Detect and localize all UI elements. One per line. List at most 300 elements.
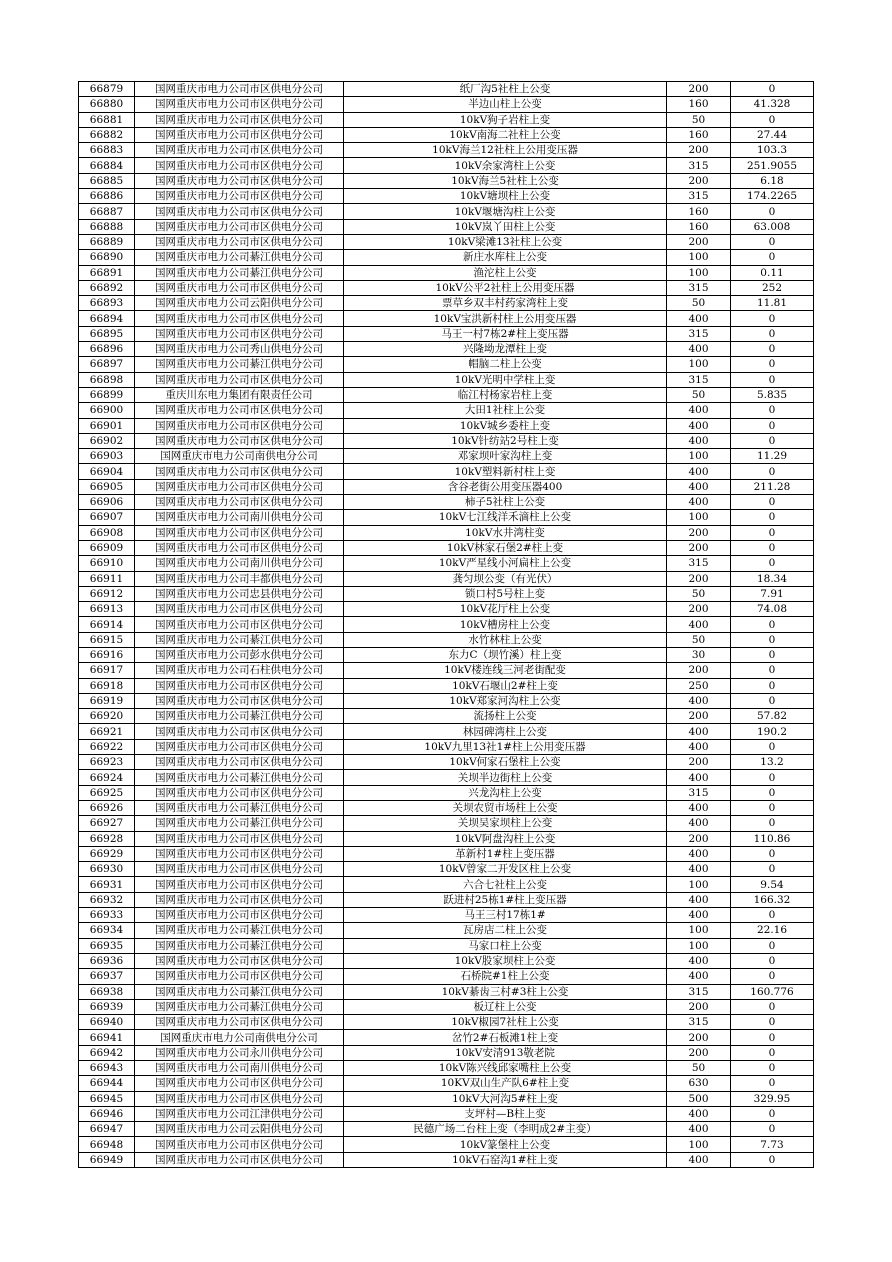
value-cell: 0 [731,999,814,1014]
company-cell: 国网重庆市电力公司南供电分公司 [135,449,344,464]
transformer-name-cell: 流扬柱上公变 [344,709,667,724]
row-id-cell: 66949 [79,1152,135,1167]
value-cell: 0 [731,403,814,418]
value-cell: 0 [731,112,814,127]
capacity-cell: 100 [667,1137,731,1152]
table-row [79,342,814,357]
row-id-cell: 66946 [79,1106,135,1121]
row-id-cell: 66948 [79,1137,135,1152]
table-row [79,296,814,311]
company-cell: 国网重庆市电力公司市区供电分公司 [135,204,344,219]
row-id-cell: 66925 [79,785,135,800]
value-cell: 0 [731,357,814,372]
capacity-cell: 400 [667,862,731,877]
company-cell: 国网重庆市电力公司市区供电分公司 [135,1137,344,1152]
value-cell: 0 [731,1106,814,1121]
row-id-cell: 66893 [79,296,135,311]
transformer-name-cell: 10kV海兰12社柱上公用变压器 [344,143,667,158]
company-cell: 国网重庆市电力公司南供电分公司 [135,1030,344,1045]
transformer-name-cell: 10kV南海二社柱上公变 [344,127,667,142]
table-row [79,403,814,418]
transformer-name-cell: 10kV槽房柱上公变 [344,617,667,632]
row-id-cell: 66941 [79,1030,135,1045]
row-id-cell: 66885 [79,173,135,188]
value-cell: 0 [731,510,814,525]
capacity-cell: 100 [667,938,731,953]
table-row [79,433,814,448]
row-id-cell: 66934 [79,923,135,938]
value-cell: 0 [731,678,814,693]
capacity-cell: 400 [667,418,731,433]
table-row [79,816,814,831]
capacity-cell: 100 [667,250,731,265]
company-cell: 国网重庆市电力公司市区供电分公司 [135,1091,344,1106]
capacity-cell: 500 [667,1091,731,1106]
row-id-cell: 66879 [79,82,135,97]
company-cell: 国网重庆市电力公司綦江供电分公司 [135,938,344,953]
transformer-name-cell: 龚匀坝公变（有光伏） [344,571,667,586]
table-row [79,953,814,968]
table-row [79,602,814,617]
row-id-cell: 66904 [79,464,135,479]
row-id-cell: 66892 [79,280,135,295]
table-row [79,387,814,402]
table-row [79,831,814,846]
transformer-name-cell: 10kV塑料新村柱上变 [344,464,667,479]
row-id-cell: 66926 [79,800,135,815]
capacity-cell: 50 [667,586,731,601]
company-cell: 国网重庆市电力公司綦江供电分公司 [135,800,344,815]
transformer-name-cell: 关坝农贸市场柱上公变 [344,800,667,815]
table-row [79,158,814,173]
value-cell: 0 [731,663,814,678]
row-id-cell: 66921 [79,724,135,739]
company-cell: 国网重庆市电力公司市区供电分公司 [135,82,344,97]
table-row [79,234,814,249]
transformer-name-cell: 票草乡双丰村药家湾柱上变 [344,296,667,311]
company-cell: 国网重庆市电力公司市区供电分公司 [135,372,344,387]
transformer-name-cell: 邓家坝叶家沟柱上变 [344,449,667,464]
row-id-cell: 66913 [79,602,135,617]
table-row [79,540,814,555]
transformer-name-cell: 10kV何家石堡柱上公变 [344,755,667,770]
row-id-cell: 66915 [79,632,135,647]
table-row [79,464,814,479]
table-row [79,770,814,785]
capacity-cell: 30 [667,647,731,662]
capacity-cell: 100 [667,265,731,280]
row-id-cell: 66936 [79,953,135,968]
table-row [79,372,814,387]
company-cell: 国网重庆市电力公司市区供电分公司 [135,127,344,142]
company-cell: 国网重庆市电力公司市区供电分公司 [135,112,344,127]
row-id-cell: 66910 [79,556,135,571]
company-cell: 国网重庆市电力公司市区供电分公司 [135,892,344,907]
company-cell: 国网重庆市电力公司市区供电分公司 [135,403,344,418]
value-cell: 0 [731,739,814,754]
table-row [79,1137,814,1152]
value-cell: 0 [731,785,814,800]
row-id-cell: 66905 [79,479,135,494]
company-cell: 国网重庆市电力公司云阳供电分公司 [135,296,344,311]
table-row [79,846,814,861]
row-id-cell: 66896 [79,342,135,357]
row-id-cell: 66903 [79,449,135,464]
company-cell: 国网重庆市电力公司江津供电分公司 [135,1106,344,1121]
table-row [79,495,814,510]
transformer-name-cell: 10kV股家坝柱上公变 [344,953,667,968]
company-cell: 国网重庆市电力公司市区供电分公司 [135,617,344,632]
company-cell: 国网重庆市电力公司市区供电分公司 [135,540,344,555]
table-row [79,877,814,892]
value-cell: 6.18 [731,173,814,188]
table-row [79,250,814,265]
capacity-cell: 315 [667,158,731,173]
value-cell: 0 [731,418,814,433]
capacity-cell: 400 [667,816,731,831]
company-cell: 国网重庆市电力公司綦江供电分公司 [135,770,344,785]
table-row [79,326,814,341]
company-cell: 国网重庆市电力公司綦江供电分公司 [135,984,344,999]
table-row [79,739,814,754]
capacity-cell: 200 [667,1030,731,1045]
row-id-cell: 66942 [79,1045,135,1060]
table-row [79,556,814,571]
table-row [79,755,814,770]
row-id-cell: 66935 [79,938,135,953]
transformer-name-cell: 10kV大河沟5#柱上变 [344,1091,667,1106]
table-row [79,265,814,280]
row-id-cell: 66922 [79,739,135,754]
row-id-cell: 66887 [79,204,135,219]
table-row [79,785,814,800]
value-cell: 0 [731,250,814,265]
company-cell: 国网重庆市电力公司云阳供电分公司 [135,1122,344,1137]
value-cell: 0 [731,632,814,647]
capacity-cell: 315 [667,326,731,341]
capacity-cell: 50 [667,112,731,127]
value-cell: 11.81 [731,296,814,311]
capacity-cell: 315 [667,984,731,999]
table-row [79,709,814,724]
company-cell: 国网重庆市电力公司綦江供电分公司 [135,250,344,265]
value-cell: 0 [731,433,814,448]
transformer-name-cell: 10kV阿盘沟柱上公变 [344,831,667,846]
transformer-name-cell: 瓦房店二柱上公变 [344,923,667,938]
table-row [79,280,814,295]
transformer-name-cell: 10kV堰塘沟柱上公变 [344,204,667,219]
value-cell: 11.29 [731,449,814,464]
transformer-name-cell: 10kV城乡委柱上变 [344,418,667,433]
row-id-cell: 66911 [79,571,135,586]
value-cell: 251.9055 [731,158,814,173]
value-cell: 190.2 [731,724,814,739]
value-cell: 0 [731,693,814,708]
value-cell: 110.86 [731,831,814,846]
company-cell: 国网重庆市电力公司市区供电分公司 [135,464,344,479]
value-cell: 7.73 [731,1137,814,1152]
table-row [79,1106,814,1121]
table-row [79,999,814,1014]
row-id-cell: 66909 [79,540,135,555]
value-cell: 174.2265 [731,189,814,204]
capacity-cell: 200 [667,540,731,555]
capacity-cell: 400 [667,770,731,785]
value-cell: 166.32 [731,892,814,907]
row-id-cell: 66891 [79,265,135,280]
company-cell: 国网重庆市电力公司綦江供电分公司 [135,923,344,938]
table-row [79,189,814,204]
transformer-name-cell: 10kV九里13社1#柱上公用变压器 [344,739,667,754]
value-cell: 41.328 [731,97,814,112]
value-cell: 27.44 [731,127,814,142]
company-cell: 国网重庆市电力公司市区供电分公司 [135,143,344,158]
company-cell: 国网重庆市电力公司市区供电分公司 [135,280,344,295]
company-cell: 国网重庆市电力公司市区供电分公司 [135,219,344,234]
value-cell: 63.008 [731,219,814,234]
capacity-cell: 200 [667,173,731,188]
table-row [79,693,814,708]
transformer-name-cell: 10kV严星线小河扁柱上公变 [344,556,667,571]
company-cell: 国网重庆市电力公司市区供电分公司 [135,234,344,249]
capacity-cell: 400 [667,479,731,494]
capacity-cell: 400 [667,495,731,510]
row-id-cell: 66881 [79,112,135,127]
transformer-name-cell: 水竹林柱上公变 [344,632,667,647]
capacity-cell: 400 [667,342,731,357]
transformer-name-cell: 10kV曾家二开发区柱上公变 [344,862,667,877]
value-cell: 160.776 [731,984,814,999]
row-id-cell: 66929 [79,846,135,861]
transformer-name-cell: 锁口村5号柱上变 [344,586,667,601]
company-cell: 国网重庆市电力公司市区供电分公司 [135,1152,344,1167]
table-row [79,173,814,188]
table-row [79,143,814,158]
value-cell: 18.34 [731,571,814,586]
row-id-cell: 66884 [79,158,135,173]
transformer-name-cell: 柿子5社柱上公变 [344,495,667,510]
transformer-name-cell: 马王三村17栋1# [344,908,667,923]
transformer-name-cell: 含谷老街公用变压器400 [344,479,667,494]
value-cell: 0.11 [731,265,814,280]
value-cell: 329.95 [731,1091,814,1106]
capacity-cell: 100 [667,510,731,525]
capacity-cell: 200 [667,709,731,724]
capacity-cell: 160 [667,127,731,142]
table-row [79,204,814,219]
capacity-cell: 200 [667,999,731,1014]
capacity-cell: 200 [667,663,731,678]
value-cell: 22.16 [731,923,814,938]
table-row [79,82,814,97]
table-row [79,418,814,433]
row-id-cell: 66923 [79,755,135,770]
value-cell: 0 [731,1076,814,1091]
company-cell: 国网重庆市电力公司市区供电分公司 [135,311,344,326]
row-id-cell: 66889 [79,234,135,249]
capacity-cell: 315 [667,1015,731,1030]
company-cell: 国网重庆市电力公司市区供电分公司 [135,173,344,188]
capacity-cell: 400 [667,433,731,448]
value-cell: 0 [731,862,814,877]
transformer-name-cell: 10kV针纺站2号柱上变 [344,433,667,448]
company-cell: 国网重庆市电力公司彭水供电分公司 [135,647,344,662]
transformer-name-cell: 10kV岚丫田柱上公变 [344,219,667,234]
company-cell: 国网重庆市电力公司市区供电分公司 [135,908,344,923]
transformer-name-cell: 渔沱柱上公变 [344,265,667,280]
table-row [79,663,814,678]
row-id-cell: 66947 [79,1122,135,1137]
value-cell: 7.91 [731,586,814,601]
table-row [79,724,814,739]
capacity-cell: 400 [667,800,731,815]
capacity-cell: 400 [667,969,731,984]
company-cell: 国网重庆市电力公司市区供电分公司 [135,525,344,540]
transformer-name-cell: 革新村1#柱上变压器 [344,846,667,861]
row-id-cell: 66898 [79,372,135,387]
capacity-cell: 400 [667,1106,731,1121]
row-id-cell: 66917 [79,663,135,678]
value-cell: 0 [731,1045,814,1060]
row-id-cell: 66886 [79,189,135,204]
company-cell: 国网重庆市电力公司市区供电分公司 [135,158,344,173]
transformer-name-cell: 兴隆坳龙潭柱上变 [344,342,667,357]
value-cell: 0 [731,1015,814,1030]
transformer-name-cell: 帽脑二柱上公变 [344,357,667,372]
transformer-name-cell: 10kV椒园7社柱上公变 [344,1015,667,1030]
transformer-name-cell: 支坪村—B柱上变 [344,1106,667,1121]
capacity-cell: 200 [667,525,731,540]
transformer-name-cell: 六合七社柱上公变 [344,877,667,892]
transformer-name-cell: 10kV狗子岩柱上变 [344,112,667,127]
value-cell: 0 [731,647,814,662]
row-id-cell: 66945 [79,1091,135,1106]
row-id-cell: 66937 [79,969,135,984]
company-cell: 国网重庆市电力公司綦江供电分公司 [135,709,344,724]
company-cell: 国网重庆市电力公司市区供电分公司 [135,969,344,984]
value-cell: 0 [731,1152,814,1167]
company-cell: 国网重庆市电力公司市区供电分公司 [135,953,344,968]
transformer-name-cell: 10kV花厅柱上公变 [344,602,667,617]
value-cell: 0 [731,938,814,953]
capacity-cell: 400 [667,464,731,479]
row-id-cell: 66912 [79,586,135,601]
table-row [79,617,814,632]
transformer-name-cell: 10kV篆堡柱上公变 [344,1137,667,1152]
company-cell: 国网重庆市电力公司市区供电分公司 [135,831,344,846]
company-cell: 国网重庆市电力公司綦江供电分公司 [135,816,344,831]
row-id-cell: 66907 [79,510,135,525]
row-id-cell: 66944 [79,1076,135,1091]
value-cell: 0 [731,372,814,387]
company-cell: 国网重庆市电力公司綦江供电分公司 [135,632,344,647]
table-row [79,357,814,372]
table-row [79,97,814,112]
transformer-name-cell: 关坝吴家坝柱上公变 [344,816,667,831]
capacity-cell: 400 [667,311,731,326]
value-cell: 103.3 [731,143,814,158]
table-row [79,1091,814,1106]
row-id-cell: 66943 [79,1061,135,1076]
capacity-cell: 400 [667,953,731,968]
row-id-cell: 66883 [79,143,135,158]
transformer-name-cell: 10kV安清913敬老院 [344,1045,667,1060]
value-cell: 0 [731,846,814,861]
company-cell: 国网重庆市电力公司市区供电分公司 [135,862,344,877]
table-row [79,984,814,999]
transformer-name-cell: 10kV七江线洋禾滴柱上公变 [344,510,667,525]
row-id-cell: 66919 [79,693,135,708]
table-row [79,1045,814,1060]
transformer-table [78,81,814,1168]
transformer-name-cell: 10kV綦齿三村#3柱上公变 [344,984,667,999]
value-cell: 211.28 [731,479,814,494]
company-cell: 国网重庆市电力公司市区供电分公司 [135,693,344,708]
capacity-cell: 50 [667,296,731,311]
company-cell: 国网重庆市电力公司市区供电分公司 [135,1015,344,1030]
transformer-name-cell: 大田1社柱上公变 [344,403,667,418]
transformer-name-cell: 马王一村7栋2#柱上变压器 [344,326,667,341]
capacity-cell: 315 [667,556,731,571]
row-id-cell: 66916 [79,647,135,662]
row-id-cell: 66924 [79,770,135,785]
table-row [79,800,814,815]
capacity-cell: 200 [667,1045,731,1060]
company-cell: 国网重庆市电力公司市区供电分公司 [135,785,344,800]
value-cell: 5.835 [731,387,814,402]
value-cell: 74.08 [731,602,814,617]
value-cell: 9.54 [731,877,814,892]
capacity-cell: 200 [667,571,731,586]
company-cell: 国网重庆市电力公司市区供电分公司 [135,602,344,617]
table-body [79,82,814,1168]
company-cell: 国网重庆市电力公司市区供电分公司 [135,418,344,433]
transformer-name-cell: 10kV梁滩13社柱上公变 [344,234,667,249]
row-id-cell: 66888 [79,219,135,234]
company-cell: 国网重庆市电力公司市区供电分公司 [135,495,344,510]
company-cell: 国网重庆市电力公司市区供电分公司 [135,678,344,693]
company-cell: 国网重庆市电力公司市区供电分公司 [135,1076,344,1091]
transformer-name-cell: 10kV石窑沟1#柱上变 [344,1152,667,1167]
row-id-cell: 66900 [79,403,135,418]
capacity-cell: 400 [667,892,731,907]
table-row [79,647,814,662]
transformer-name-cell: 民德广场二台柱上变（李明成2#主变） [344,1122,667,1137]
row-id-cell: 66932 [79,892,135,907]
capacity-cell: 200 [667,831,731,846]
capacity-cell: 400 [667,846,731,861]
table-row [79,1015,814,1030]
transformer-name-cell: 10kV楼连线三河老街配变 [344,663,667,678]
table-row [79,1030,814,1045]
company-cell: 国网重庆市电力公司綦江供电分公司 [135,265,344,280]
transformer-name-cell: 纸厂沟5社柱上公变 [344,82,667,97]
company-cell: 重庆川东电力集团有限责任公司 [135,387,344,402]
company-cell: 国网重庆市电力公司市区供电分公司 [135,739,344,754]
row-id-cell: 66895 [79,326,135,341]
capacity-cell: 200 [667,755,731,770]
capacity-cell: 50 [667,632,731,647]
row-id-cell: 66920 [79,709,135,724]
value-cell: 0 [731,969,814,984]
company-cell: 国网重庆市电力公司南川供电分公司 [135,510,344,525]
company-cell: 国网重庆市电力公司永川供电分公司 [135,1045,344,1060]
transformer-name-cell: 10kV水井湾柱变 [344,525,667,540]
capacity-cell: 100 [667,923,731,938]
value-cell: 0 [731,770,814,785]
capacity-cell: 160 [667,97,731,112]
transformer-name-cell: 10kV余家湾柱上公变 [344,158,667,173]
